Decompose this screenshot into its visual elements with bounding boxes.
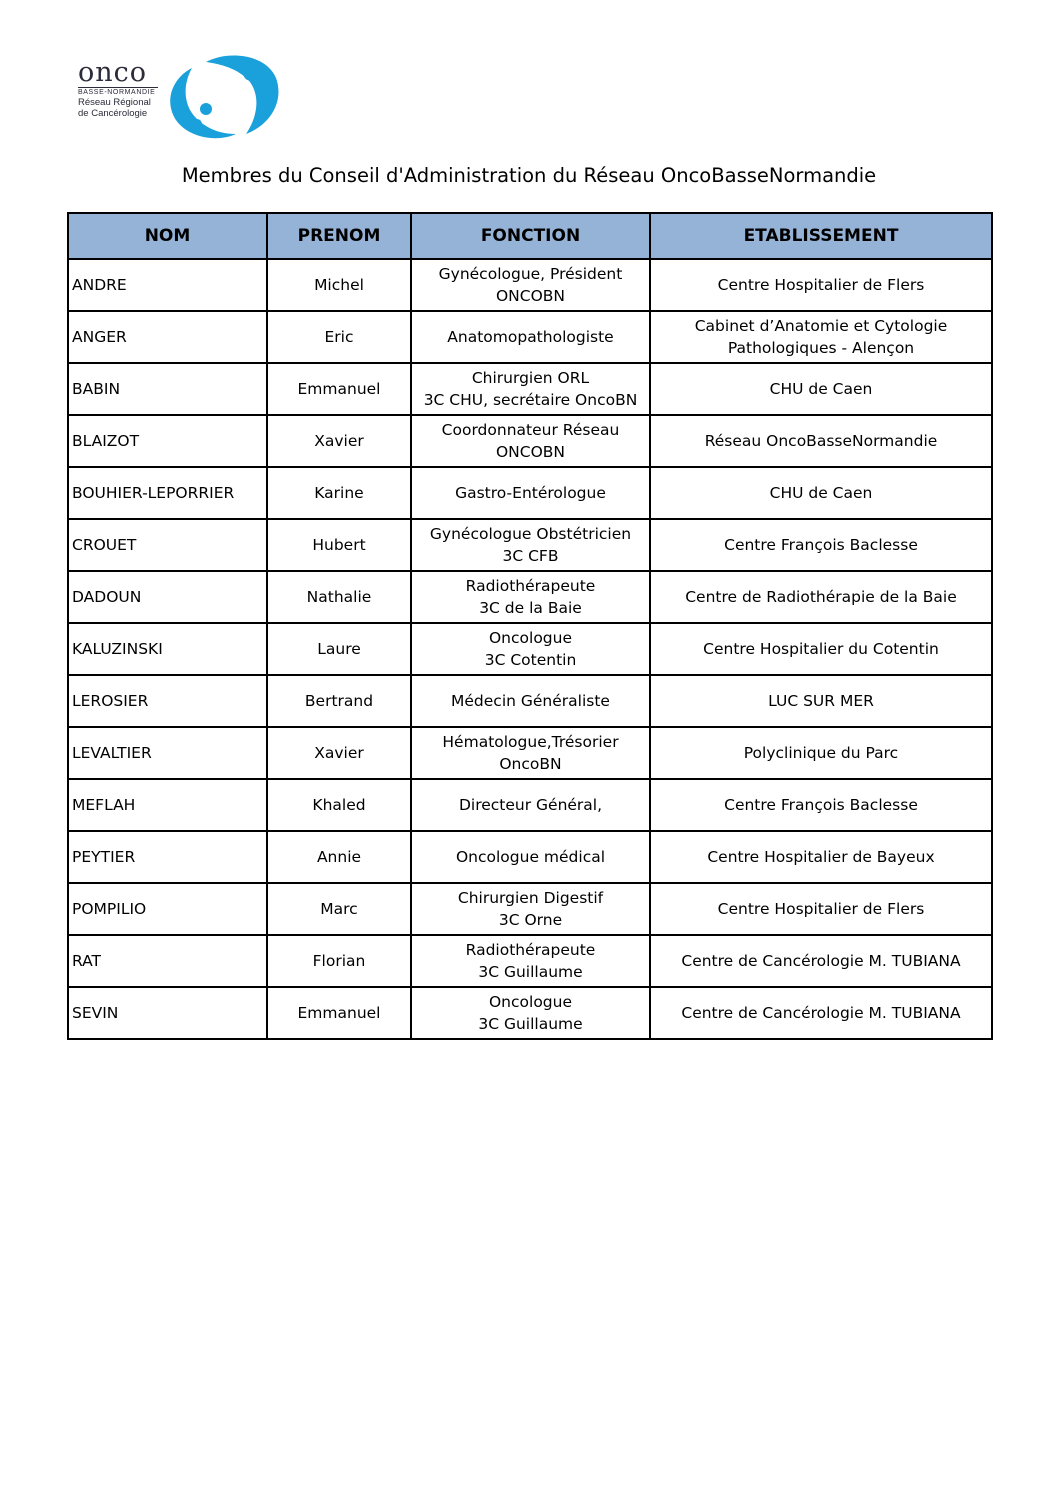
table-row <box>68 363 992 415</box>
cell-etablissement-line: Réseau OncoBasseNormandie <box>704 431 938 450</box>
cell-etablissement-line: Centre Hospitalier de Flers <box>717 899 925 918</box>
cell-prenom: Emmanuel <box>267 987 411 1039</box>
cell-nom: BABIN <box>68 363 267 415</box>
table-row <box>68 883 992 935</box>
cell-fonction-line: Gynécologue Obstétricien <box>429 524 632 543</box>
cell-prenom: Xavier <box>267 415 411 467</box>
cell-fonction-line: ONCOBN <box>495 443 566 461</box>
cell-fonction <box>411 935 650 987</box>
cell-fonction-line: 3C Orne <box>498 911 563 929</box>
cell-etablissement-line: LUC SUR MER <box>768 691 874 710</box>
cell-etablissement <box>650 519 992 571</box>
cell-etablissement <box>650 987 992 1039</box>
cell-prenom: Karine <box>267 467 411 519</box>
cell-prenom: Hubert <box>267 519 411 571</box>
cell-fonction-line: 3C CHU, secrétaire OncoBN <box>423 391 638 409</box>
cell-fonction <box>411 883 650 935</box>
cell-etablissement <box>650 259 992 311</box>
cell-fonction-line: OncoBN <box>499 755 562 773</box>
cell-prenom: Nathalie <box>267 571 411 623</box>
cell-prenom: Annie <box>267 831 411 883</box>
cell-etablissement <box>650 467 992 519</box>
cell-etablissement <box>650 779 992 831</box>
cell-fonction-line: 3C Guillaume <box>478 963 583 981</box>
cell-etablissement <box>650 363 992 415</box>
table-row <box>68 259 992 311</box>
cell-etablissement <box>650 623 992 675</box>
onco-swirl-logo-icon <box>166 52 284 140</box>
logo <box>78 52 288 142</box>
cell-etablissement-line: Polyclinique du Parc <box>743 743 899 762</box>
table-row <box>68 779 992 831</box>
table-row <box>68 987 992 1039</box>
table-row <box>68 727 992 779</box>
cell-fonction-line: Oncologue <box>488 628 573 647</box>
cell-etablissement-line: Centre Hospitalier de Bayeux <box>707 847 935 866</box>
cell-fonction <box>411 259 650 311</box>
cell-etablissement <box>650 883 992 935</box>
table-row <box>68 467 992 519</box>
cell-etablissement-line: Centre François Baclesse <box>724 795 918 814</box>
cell-fonction-line: Médecin Généraliste <box>451 691 610 710</box>
cell-prenom: Florian <box>267 935 411 987</box>
cell-fonction-line: Coordonnateur Réseau <box>441 420 620 439</box>
table-row <box>68 935 992 987</box>
cell-fonction-line: Chirurgien ORL <box>471 368 590 387</box>
cell-etablissement-line: Centre François Baclesse <box>724 535 918 554</box>
cell-etablissement-line: Centre de Radiothérapie de la Baie <box>685 587 957 606</box>
cell-fonction-line: 3C de la Baie <box>479 599 582 617</box>
cell-fonction-line: Directeur Général, <box>458 795 603 814</box>
header-nom: NOM <box>68 213 267 259</box>
header-fonction: FONCTION <box>411 213 650 259</box>
table-row <box>68 831 992 883</box>
cell-nom: ANGER <box>68 311 267 363</box>
cell-fonction <box>411 727 650 779</box>
cell-fonction-line: 3C Guillaume <box>478 1015 583 1033</box>
cell-nom: BLAIZOT <box>68 415 267 467</box>
logo-text <box>78 57 168 119</box>
cell-fonction <box>411 623 650 675</box>
cell-etablissement <box>650 675 992 727</box>
header-prenom: PRENOM <box>267 213 411 259</box>
table-row <box>68 519 992 571</box>
cell-prenom: Bertrand <box>267 675 411 727</box>
cell-fonction-line: ONCOBN <box>495 287 566 305</box>
cell-prenom: Xavier <box>267 727 411 779</box>
cell-fonction-line: 3C CFB <box>502 547 559 565</box>
cell-etablissement <box>650 311 992 363</box>
table-row <box>68 623 992 675</box>
cell-etablissement-line: Pathologiques - Alençon <box>727 339 915 357</box>
cell-fonction <box>411 831 650 883</box>
cell-fonction-line: Gynécologue, Président <box>438 264 623 283</box>
cell-nom: LEROSIER <box>68 675 267 727</box>
cell-etablissement-line: CHU de Caen <box>769 379 873 398</box>
logo-network: Réseau Régional <box>78 97 151 108</box>
cell-nom: SEVIN <box>68 987 267 1039</box>
cell-fonction <box>411 311 650 363</box>
cell-etablissement-line: Centre de Cancérologie M. TUBIANA <box>681 1003 961 1022</box>
cell-prenom: Emmanuel <box>267 363 411 415</box>
cell-fonction-line: Oncologue <box>488 992 573 1011</box>
cell-etablissement <box>650 831 992 883</box>
cell-fonction-line: Hématologue,Trésorier <box>442 732 619 751</box>
table-row <box>68 311 992 363</box>
cell-etablissement <box>650 727 992 779</box>
cell-etablissement-line: Centre de Cancérologie M. TUBIANA <box>681 951 961 970</box>
cell-nom: MEFLAH <box>68 779 267 831</box>
cell-nom: BOUHIER-LEPORRIER <box>68 467 267 519</box>
logo-region: BASSE-NORMANDIE <box>78 87 158 97</box>
cell-fonction <box>411 415 650 467</box>
cell-etablissement <box>650 935 992 987</box>
cell-prenom: Laure <box>267 623 411 675</box>
table-row <box>68 571 992 623</box>
cell-nom: RAT <box>68 935 267 987</box>
cell-nom: POMPILIO <box>68 883 267 935</box>
cell-etablissement-line: Centre Hospitalier du Cotentin <box>703 639 939 658</box>
logo-word: onco <box>78 57 148 88</box>
table-header-row <box>68 213 992 259</box>
cell-fonction-line: Oncologue médical <box>455 847 606 866</box>
cell-etablissement <box>650 415 992 467</box>
cell-fonction-line: 3C Cotentin <box>484 651 577 669</box>
cell-etablissement-line: Centre Hospitalier de Flers <box>717 275 925 294</box>
cell-nom: KALUZINSKI <box>68 623 267 675</box>
cell-fonction <box>411 779 650 831</box>
cell-fonction <box>411 987 650 1039</box>
cell-fonction <box>411 571 650 623</box>
cell-etablissement-line: CHU de Caen <box>769 483 873 502</box>
table-row <box>68 675 992 727</box>
cell-fonction-line: Gastro-Entérologue <box>455 483 606 502</box>
members-table <box>67 212 993 1040</box>
cell-etablissement-line: Cabinet d’Anatomie et Cytologie <box>694 316 948 335</box>
table-row <box>68 415 992 467</box>
cell-fonction-line: Radiothérapeute <box>465 576 596 595</box>
page-title: Membres du Conseil d'Administration du Réseau OncoBasseNormandie <box>181 164 877 187</box>
cell-fonction <box>411 519 650 571</box>
cell-fonction <box>411 467 650 519</box>
cell-nom: LEVALTIER <box>68 727 267 779</box>
cell-fonction <box>411 675 650 727</box>
cell-prenom: Marc <box>267 883 411 935</box>
cell-prenom: Michel <box>267 259 411 311</box>
cell-prenom: Eric <box>267 311 411 363</box>
header-etablissement: ETABLISSEMENT <box>650 213 992 259</box>
cell-fonction-line: Anatomopathologiste <box>447 327 614 346</box>
cell-prenom: Khaled <box>267 779 411 831</box>
cell-etablissement <box>650 571 992 623</box>
cell-nom: CROUET <box>68 519 267 571</box>
cell-fonction-line: Radiothérapeute <box>465 940 596 959</box>
cell-nom: PEYTIER <box>68 831 267 883</box>
cell-nom: ANDRE <box>68 259 267 311</box>
cell-nom: DADOUN <box>68 571 267 623</box>
logo-specialty: de Cancérologie <box>78 108 148 119</box>
cell-fonction <box>411 363 650 415</box>
cell-fonction-line: Chirurgien Digestif <box>457 888 604 907</box>
